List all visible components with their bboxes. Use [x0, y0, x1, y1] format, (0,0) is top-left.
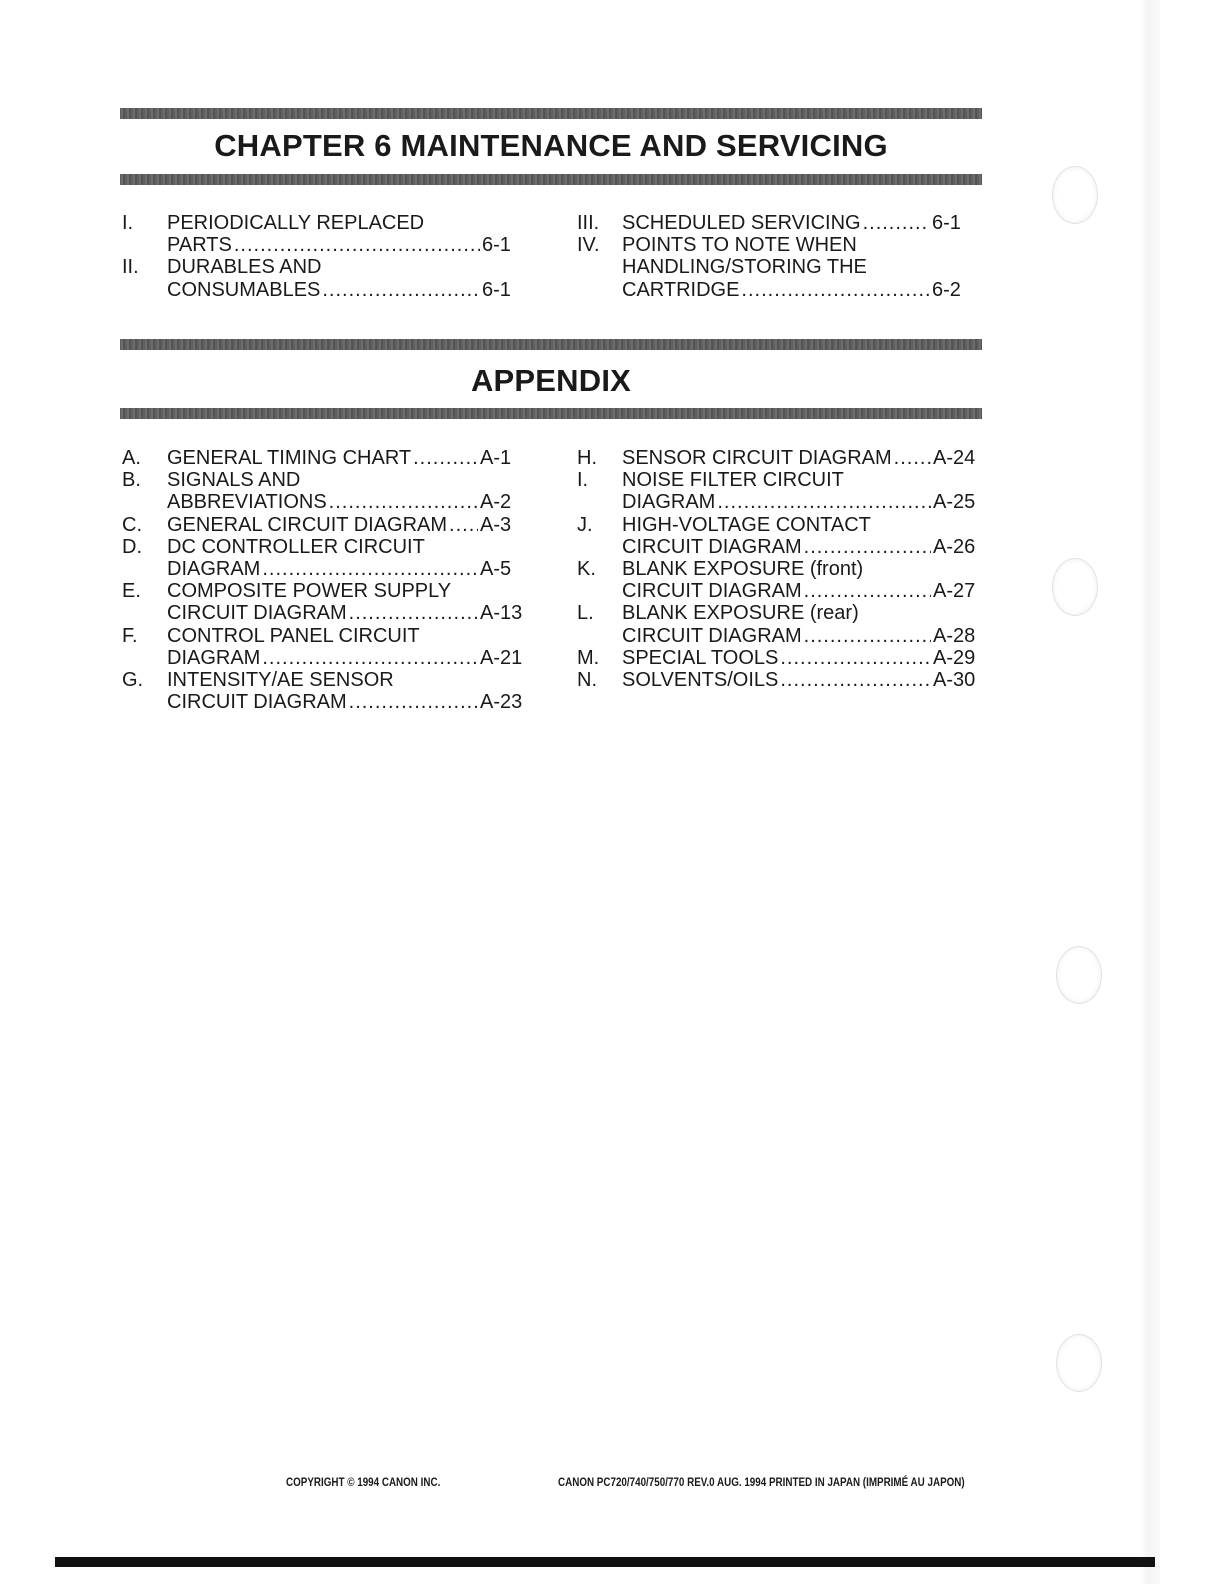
toc-entry — [577, 669, 977, 691]
dot-leader — [449, 514, 478, 536]
toc-entry — [577, 212, 962, 234]
toc-page-number: 6-2 — [932, 278, 961, 301]
toc-entry-letter: A. — [122, 447, 141, 469]
appendix-title: APPENDIX — [470, 363, 632, 398]
toc-entry-letter: F. — [122, 624, 138, 647]
toc-entry — [577, 514, 977, 558]
toc-page-number: A-3 — [480, 513, 512, 536]
toc-entry-title: CIRCUIT DIAGRAM — [167, 691, 347, 714]
dot-leader — [741, 279, 930, 301]
toc-page-number: A-1 — [480, 447, 512, 469]
dot-leader — [804, 536, 931, 558]
toc-entry-title: SCHEDULED SERVICING — [622, 212, 861, 234]
toc-page-number: A-28 — [933, 624, 976, 647]
dot-leader — [894, 447, 931, 469]
page-edge — [1140, 0, 1160, 1584]
toc-entry — [122, 256, 512, 300]
toc-entry-letter: II. — [122, 256, 139, 279]
toc-entry-title: CONSUMABLES — [167, 278, 321, 301]
dot-leader — [329, 491, 478, 513]
toc-entry-title: CARTRIDGE — [622, 278, 740, 301]
toc-entry-letter: H. — [577, 447, 597, 469]
toc-entry — [577, 234, 962, 301]
toc-page-number: 6-1 — [932, 212, 961, 234]
toc-page-number: 6-1 — [482, 278, 511, 301]
toc-entry-title: DIAGRAM — [622, 491, 716, 514]
toc-entry — [577, 647, 977, 669]
dot-leader — [804, 580, 931, 602]
toc-entry-title: HANDLING/STORING THE — [622, 256, 867, 279]
dot-leader — [262, 647, 478, 669]
toc-entry — [122, 514, 524, 536]
toc-entry-title: SPECIAL TOOLS — [622, 646, 779, 669]
edition-notice: CANON PC720/740/750/770 REV.0 AUG. 1994 PRINTED IN JAPAN (IMPRIMÉ AU JAPON) — [558, 1475, 965, 1489]
toc-entry-title: NOISE FILTER CIRCUIT — [622, 469, 844, 492]
toc-entry-title: BLANK EXPOSURE (rear) — [622, 602, 859, 625]
chapter-toc-left — [122, 212, 512, 301]
toc-entry-letter: I. — [122, 212, 134, 234]
toc-entry-title: DC CONTROLLER CIRCUIT — [167, 535, 425, 558]
toc-entry-letter: E. — [122, 580, 141, 603]
toc-entry — [577, 447, 977, 469]
toc-page-number: A-27 — [933, 580, 976, 603]
toc-page-number: A-13 — [480, 602, 523, 625]
toc-page-number: A-24 — [933, 447, 976, 469]
toc-entry-title: GENERAL TIMING CHART — [167, 447, 412, 469]
header-band-top — [120, 108, 982, 119]
toc-entry-letter: M. — [577, 646, 600, 669]
dot-leader — [413, 447, 478, 469]
toc-entry-title: POINTS TO NOTE WHEN — [622, 234, 857, 257]
bottom-bar — [55, 1557, 1155, 1567]
toc-entry-title: CONTROL PANEL CIRCUIT — [167, 624, 420, 647]
dot-leader — [349, 602, 478, 624]
toc-entry-letter: N. — [577, 669, 597, 692]
toc-entry — [577, 469, 977, 513]
binder-hole — [1056, 1334, 1102, 1392]
toc-entry-title: GENERAL CIRCUIT DIAGRAM — [167, 513, 448, 536]
binder-hole — [1056, 946, 1102, 1004]
header-band-top — [120, 339, 982, 350]
toc-page-number: A-23 — [480, 691, 523, 714]
toc-entry-letter: J. — [577, 513, 593, 536]
appendix-toc-right — [577, 447, 977, 691]
toc-entry — [577, 558, 977, 602]
toc-entry — [577, 602, 977, 646]
dot-leader — [349, 691, 478, 713]
toc-entry-letter: III. — [577, 212, 600, 234]
toc-entry-title: CIRCUIT DIAGRAM — [167, 602, 347, 625]
toc-entry-letter: C. — [122, 513, 142, 536]
toc-entry-letter: IV. — [577, 234, 600, 257]
toc-entry-title: CIRCUIT DIAGRAM — [622, 624, 802, 647]
dot-leader — [780, 669, 931, 691]
toc-entry-letter: L. — [577, 602, 594, 625]
toc-entry-title: ABBREVIATIONS — [167, 491, 327, 514]
toc-page-number: A-30 — [933, 669, 976, 692]
toc-entry-letter: B. — [122, 469, 141, 492]
toc-page-number: A-5 — [480, 558, 512, 581]
toc-entry-letter: K. — [577, 558, 596, 581]
toc-entry — [122, 580, 524, 624]
dot-leader — [234, 234, 480, 256]
dot-leader — [717, 491, 931, 513]
toc-page-number: 6-1 — [482, 234, 511, 257]
toc-entry-title: COMPOSITE POWER SUPPLY — [167, 580, 452, 603]
toc-entry-title: BLANK EXPOSURE (front) — [622, 558, 864, 581]
toc-entry-title: CIRCUIT DIAGRAM — [622, 580, 802, 603]
toc-entry — [122, 625, 524, 669]
toc-page-number: A-29 — [933, 646, 976, 669]
dot-leader — [780, 647, 931, 669]
toc-entry-title: SOLVENTS/OILS — [622, 669, 779, 692]
toc-entry-title: SIGNALS AND — [167, 469, 301, 492]
toc-entry-title: INTENSITY/AE SENSOR — [167, 669, 394, 692]
toc-entry-letter: D. — [122, 535, 142, 558]
toc-entry — [122, 447, 524, 469]
binder-hole — [1052, 558, 1098, 616]
toc-entry-title: HIGH-VOLTAGE CONTACT — [622, 513, 871, 536]
toc-entry — [122, 536, 524, 580]
header-band-bottom — [120, 174, 982, 185]
toc-page-number: A-2 — [480, 491, 512, 514]
toc-entry-letter: I. — [577, 469, 589, 492]
chapter-toc-right — [577, 212, 962, 301]
chapter-title: CHAPTER 6 MAINTENANCE AND SERVICING — [214, 128, 888, 163]
toc-entry-letter: G. — [122, 669, 144, 692]
toc-entry-title: DIAGRAM — [167, 646, 261, 669]
dot-leader — [863, 212, 930, 234]
toc-entry-title: PARTS — [167, 234, 232, 257]
toc-entry-title: DURABLES AND — [167, 256, 322, 279]
dot-leader — [322, 279, 480, 301]
toc-page-number: A-26 — [933, 535, 976, 558]
toc-entry — [122, 669, 524, 713]
toc-entry — [122, 469, 524, 513]
dot-leader — [262, 558, 478, 580]
header-band-bottom — [120, 408, 982, 419]
toc-entry-title: CIRCUIT DIAGRAM — [622, 535, 802, 558]
dot-leader — [804, 625, 931, 647]
copyright-notice: COPYRIGHT © 1994 CANON INC. — [286, 1475, 441, 1489]
toc-entry-title: DIAGRAM — [167, 558, 261, 581]
toc-entry-title: SENSOR CIRCUIT DIAGRAM — [622, 447, 892, 469]
toc-page-number: A-25 — [933, 491, 976, 514]
binder-hole — [1052, 166, 1098, 224]
toc-entry — [122, 212, 512, 256]
toc-entry-title: PERIODICALLY REPLACED — [167, 212, 425, 234]
appendix-toc-left — [122, 447, 524, 713]
toc-page-number: A-21 — [480, 646, 523, 669]
